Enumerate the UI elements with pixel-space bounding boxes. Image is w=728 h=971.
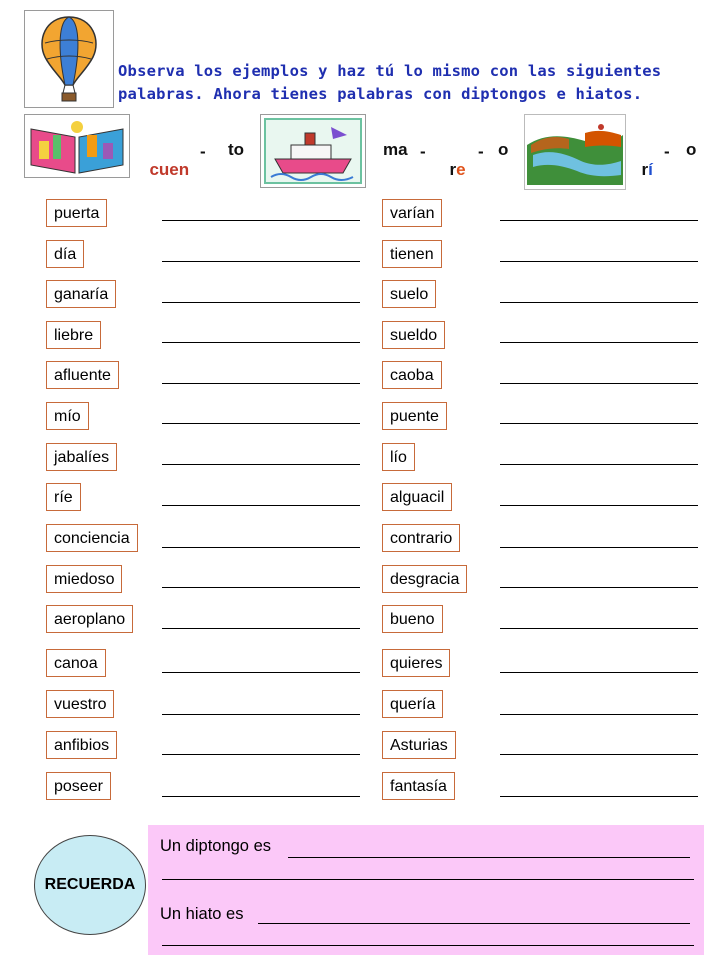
word-left-2: día: [46, 240, 84, 268]
diptongo-answer-line-1[interactable]: [288, 857, 690, 858]
answer-line-right-1[interactable]: [500, 220, 698, 221]
example-mareo-o: o: [498, 140, 509, 159]
answer-line-left-11[interactable]: [162, 628, 360, 629]
example-rio-i: í: [648, 160, 653, 179]
word-left-13: vuestro: [46, 690, 114, 718]
word-right-14: Asturias: [382, 731, 456, 759]
answer-line-right-4[interactable]: [500, 342, 698, 343]
word-right-1: varían: [382, 199, 442, 227]
instructions: [118, 60, 678, 106]
word-right-6: puente: [382, 402, 447, 430]
answer-line-right-14[interactable]: [500, 754, 698, 755]
recuerda-badge: [34, 835, 146, 935]
word-left-15: poseer: [46, 772, 111, 800]
word-left-3: ganaría: [46, 280, 116, 308]
word-left-11: aeroplano: [46, 605, 133, 633]
answer-line-left-13[interactable]: [162, 714, 360, 715]
word-right-10: desgracia: [382, 565, 467, 593]
answer-line-left-12[interactable]: [162, 672, 360, 673]
answer-line-right-7[interactable]: [500, 464, 698, 465]
word-right-7: lío: [382, 443, 415, 471]
answer-line-left-15[interactable]: [162, 796, 360, 797]
word-left-12: canoa: [46, 649, 106, 677]
example-mareo-separator-1: -: [420, 142, 426, 161]
hiato-prompt: [160, 905, 243, 924]
answer-line-left-3[interactable]: [162, 302, 360, 303]
word-right-8: alguacil: [382, 483, 452, 511]
example-cuento: [140, 140, 189, 180]
word-right-12: quieres: [382, 649, 450, 677]
diptongo-answer-line-2[interactable]: [162, 879, 694, 880]
answer-line-left-6[interactable]: [162, 423, 360, 424]
word-right-13: quería: [382, 690, 443, 718]
example-mareo-re: [440, 140, 466, 180]
diptongo-label: Un diptongo es: [160, 837, 271, 855]
answer-line-right-3[interactable]: [500, 302, 698, 303]
word-left-14: anfibios: [46, 731, 117, 759]
word-left-10: miedoso: [46, 565, 122, 593]
answer-line-right-2[interactable]: [500, 261, 698, 262]
example-cuento-to: to: [228, 140, 245, 159]
answer-line-right-11[interactable]: [500, 628, 698, 629]
example-cuento-n: n: [178, 160, 190, 179]
instructions-line-2: palabras. Ahora tienes palabras con diptongos e hiatos.: [118, 85, 643, 103]
example-rio-o: o: [686, 140, 697, 159]
ship-image: [260, 114, 366, 188]
answer-line-left-5[interactable]: [162, 383, 360, 384]
recuerda-panel: [148, 825, 704, 955]
example-mareo-e: e: [456, 160, 466, 179]
answer-line-left-14[interactable]: [162, 754, 360, 755]
word-right-5: caoba: [382, 361, 442, 389]
example-rio-ri: [632, 140, 653, 180]
answer-line-right-5[interactable]: [500, 383, 698, 384]
diptongo-prompt: [160, 837, 271, 856]
word-right-3: suelo: [382, 280, 436, 308]
answer-line-right-8[interactable]: [500, 505, 698, 506]
answer-line-left-2[interactable]: [162, 261, 360, 262]
word-left-9: conciencia: [46, 524, 138, 552]
hot-air-balloon-image: [24, 10, 114, 108]
instructions-line-1: Observa los ejemplos y haz tú lo mismo con las siguientes: [118, 62, 662, 80]
word-left-6: mío: [46, 402, 89, 430]
hiato-answer-line-1[interactable]: [258, 923, 690, 924]
example-rio-separator: -: [664, 142, 670, 161]
example-cuento-ue: ue: [158, 160, 179, 179]
word-left-4: liebre: [46, 321, 101, 349]
answer-line-left-9[interactable]: [162, 547, 360, 548]
word-left-5: afluente: [46, 361, 119, 389]
answer-line-right-13[interactable]: [500, 714, 698, 715]
example-cuento-separator: -: [200, 142, 206, 161]
river-landscape-image: [524, 114, 626, 190]
answer-line-left-10[interactable]: [162, 587, 360, 588]
answer-line-right-10[interactable]: [500, 587, 698, 588]
example-mareo-separator-2: -: [478, 142, 484, 161]
word-right-9: contrario: [382, 524, 460, 552]
word-left-7: jabalíes: [46, 443, 117, 471]
example-mareo-ma: ma: [383, 140, 408, 159]
hiato-label: Un hiato es: [160, 905, 244, 923]
hiato-answer-line-2[interactable]: [162, 945, 694, 946]
word-right-2: tienen: [382, 240, 442, 268]
answer-line-right-9[interactable]: [500, 547, 698, 548]
answer-line-right-12[interactable]: [500, 672, 698, 673]
answer-line-left-4[interactable]: [162, 342, 360, 343]
word-right-4: sueldo: [382, 321, 445, 349]
answer-line-right-15[interactable]: [500, 796, 698, 797]
answer-line-left-1[interactable]: [162, 220, 360, 221]
word-right-15: fantasía: [382, 772, 455, 800]
word-left-1: puerta: [46, 199, 107, 227]
storybook-image: [24, 114, 130, 178]
word-right-11: bueno: [382, 605, 443, 633]
example-cuento-c: c: [149, 160, 159, 179]
answer-line-right-6[interactable]: [500, 423, 698, 424]
word-left-8: ríe: [46, 483, 81, 511]
answer-line-left-7[interactable]: [162, 464, 360, 465]
recuerda-label: RECUERDA: [44, 876, 136, 893]
example-rio-r: r: [641, 160, 649, 179]
answer-line-left-8[interactable]: [162, 505, 360, 506]
example-mareo-r: r: [449, 160, 457, 179]
